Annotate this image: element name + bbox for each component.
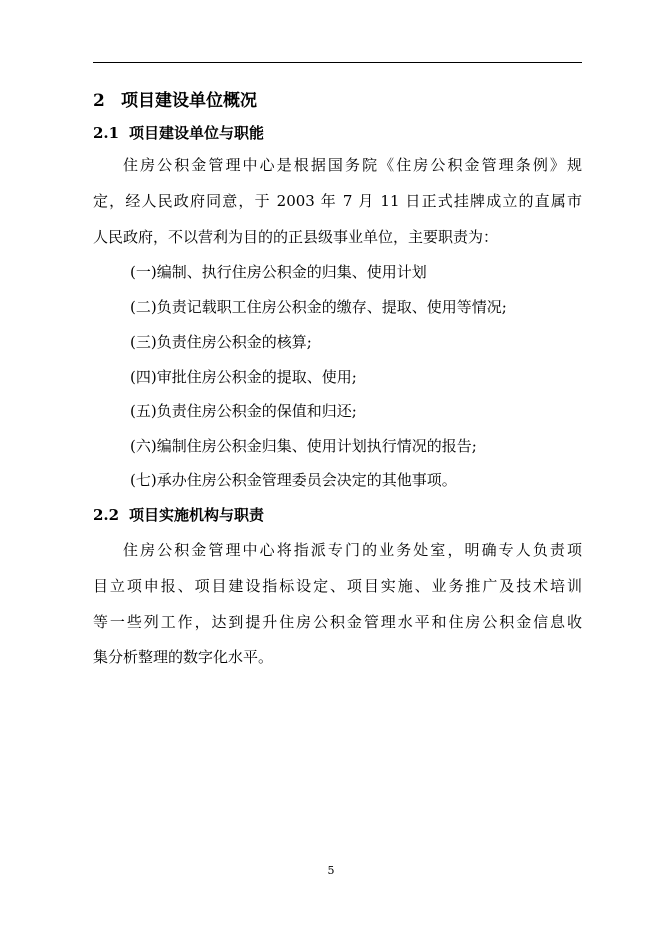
- paragraph-line: 住房公积金管理中心是根据国务院《住房公积金管理条例》规: [123, 156, 582, 174]
- subsection-number: 2.1: [93, 124, 120, 142]
- subsection-title: 项目建设单位与职能: [129, 124, 265, 142]
- list-item: (一)编制、执行住房公积金的归集、使用计划: [130, 263, 427, 281]
- section-number: 2: [93, 91, 105, 111]
- paragraph-line: 住房公积金管理中心将指派专门的业务处室，明确专人负责项: [123, 541, 582, 559]
- paragraph-line: 目立项申报、项目建设指标设定、项目实施、业务推广及技术培训: [93, 577, 582, 595]
- header-rule: [93, 62, 582, 63]
- list-item: (五)负责住房公积金的保值和归还;: [130, 402, 357, 420]
- list-item: (三)负责住房公积金的核算;: [130, 333, 312, 351]
- list-item: (六)编制住房公积金归集、使用计划执行情况的报告;: [130, 437, 477, 455]
- page-number: 5: [327, 864, 335, 877]
- section-title: 项目建设单位概况: [121, 91, 257, 111]
- list-item: (二)负责记载职工住房公积金的缴存、提取、使用等情况;: [130, 298, 507, 316]
- subsection-title: 项目实施机构与职责: [129, 506, 265, 524]
- subsection-heading-2-1: [93, 122, 264, 143]
- list-item: (四)审批住房公积金的提取、使用;: [130, 368, 357, 386]
- section-heading: [93, 86, 257, 111]
- list-item: (七)承办住房公积金管理委员会决定的其他事项。: [130, 471, 457, 489]
- paragraph-line: 集分析整理的数字化水平。: [93, 648, 274, 666]
- subsection-heading-2-2: [93, 504, 264, 525]
- paragraph-line: 等一些列工作，达到提升住房公积金管理水平和住房公积金信息收: [93, 613, 582, 631]
- subsection-number: 2.2: [93, 506, 120, 524]
- paragraph-line: 定，经人民政府同意，于 2003 年 7 月 11 日正式挂牌成立的直属市: [93, 192, 582, 210]
- paragraph-line: 人民政府，不以营利为目的的正县级事业单位，主要职责为：: [93, 228, 499, 246]
